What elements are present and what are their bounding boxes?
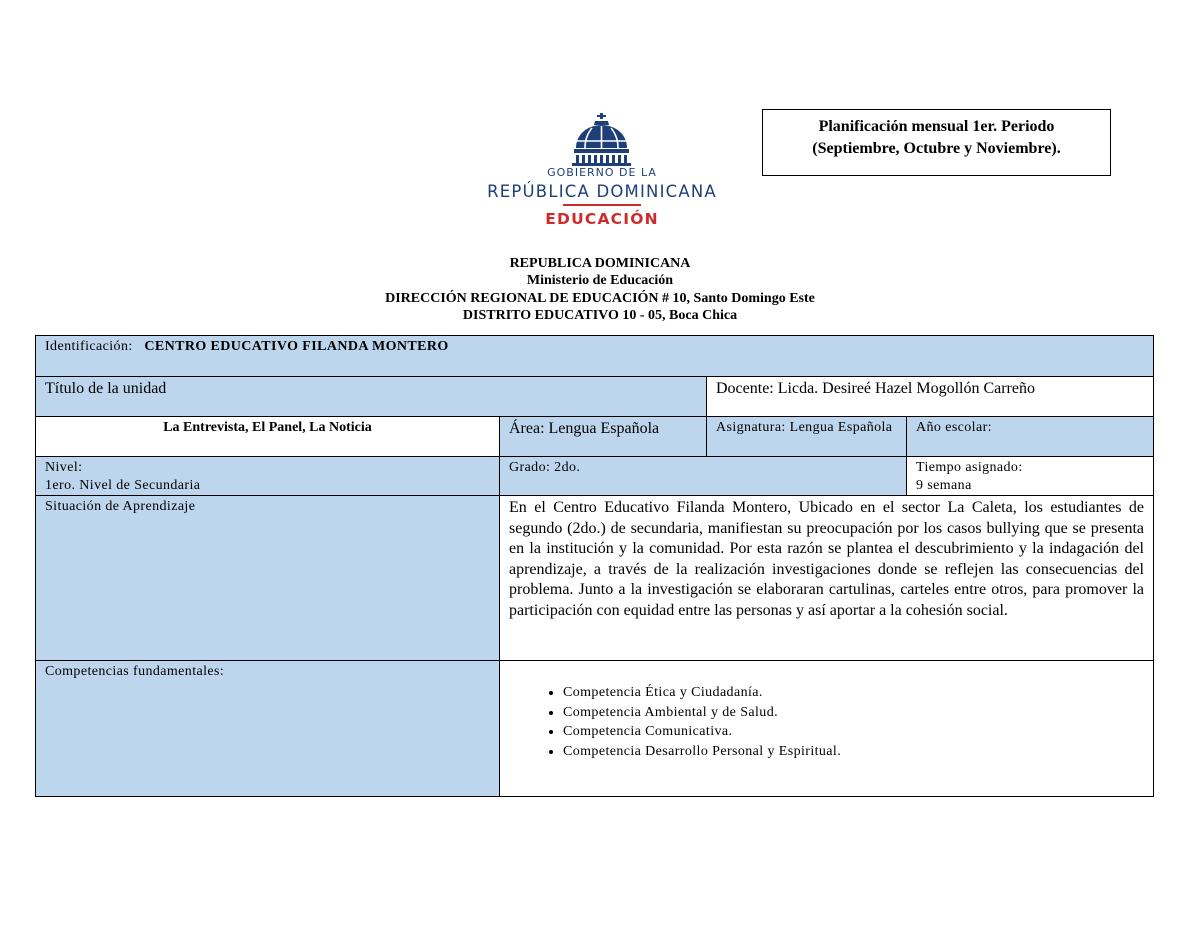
- asignatura-cell: Asignatura: Lengua Española: [707, 417, 907, 457]
- table-row: [36, 457, 1154, 496]
- table-row: [36, 336, 1154, 377]
- table-row: [36, 661, 1154, 797]
- tiempo-label: Tiempo asignado:: [916, 460, 1023, 475]
- header-district: DISTRITO EDUCATIVO 10 - 05, Boca Chica: [462, 307, 738, 323]
- document-header: [200, 255, 1000, 324]
- list-item: • Competencia Ética y Ciudadanía.: [563, 683, 1144, 703]
- header-ministry: Ministerio de Educación: [526, 273, 674, 289]
- table-row: [36, 377, 1154, 417]
- logo-line-gobierno: GOBIERNO DE LA: [547, 166, 657, 179]
- tiempo-cell: [907, 457, 1154, 496]
- plan-period-box: [762, 109, 1111, 176]
- situacion-label-cell: Situación de Aprendizaje: [36, 496, 500, 661]
- nivel-cell: [36, 457, 500, 496]
- competencias-label-cell: Competencias fundamentales:: [36, 661, 500, 797]
- table-row: [36, 496, 1154, 661]
- nivel-label: Nivel:: [45, 460, 83, 475]
- logo-line-republica: REPÚBLICA DOMINICANA: [487, 182, 717, 201]
- logo-divider: [563, 204, 641, 206]
- header-regional: DIRECCIÓN REGIONAL DE EDUCACIÓN # 10, Santo Domingo Este: [385, 290, 815, 306]
- list-item: • Competencia Ambiental y de Salud.: [563, 703, 1144, 723]
- competencias-list-cell: [500, 661, 1154, 797]
- identificacion-cell: [36, 336, 1154, 377]
- area-cell: Área: Lengua Española: [500, 417, 707, 457]
- nivel-value: 1ero. Nivel de Secundaria: [45, 478, 201, 493]
- situacion-text-cell: En el Centro Educativo Filanda Montero, Ubicado en el sector La Caleta, los estudiantes de segundo (2do.) de secundaria, manifiestan su preocupación por los casos bullying que se presenta en la institución y la comunidad. Por esta razón se plantea el descubrimiento y la indagación del aprendizaje, a través de la realización investigaciones donde se reflejen las consecuencias del problema. Junto a la investigación se elaboraran cartulinas, carteles entre otros, para promover la participación con equidad entre las personas y así aportar a la cohesión social.: [500, 496, 1154, 661]
- competencias-list: [509, 683, 1144, 761]
- anio-escolar-cell: Año escolar:: [907, 417, 1154, 457]
- docente-cell: Docente: Licda. Desireé Hazel Mogollón Carreño: [707, 377, 1154, 417]
- identificacion-value: CENTRO EDUCATIVO FILANDA MONTERO: [144, 339, 449, 354]
- tiempo-value: 9 semana: [916, 478, 972, 493]
- dome-emblem-icon: [484, 112, 720, 166]
- plan-title: Planificación mensual 1er. Periodo: [818, 118, 1055, 135]
- identificacion-label: Identificación:: [45, 339, 133, 354]
- titulo-unidad-cell: Título de la unidad: [36, 377, 707, 417]
- header-country: REPUBLICA DOMINICANA: [509, 256, 691, 271]
- unidad-name-cell: La Entrevista, El Panel, La Noticia: [36, 417, 500, 457]
- list-item: • Competencia Desarrollo Personal y Espiritual.: [563, 742, 1144, 762]
- list-item: • Competencia Comunicativa.: [563, 722, 1144, 742]
- grado-cell: Grado: 2do.: [500, 457, 907, 496]
- logo-line-educacion: EDUCACIÓN: [545, 210, 659, 228]
- plan-months: (Septiembre, Octubre y Noviembre).: [812, 140, 1061, 157]
- government-logo: [484, 112, 720, 236]
- table-row: [36, 417, 1154, 457]
- planning-table: [35, 335, 1154, 797]
